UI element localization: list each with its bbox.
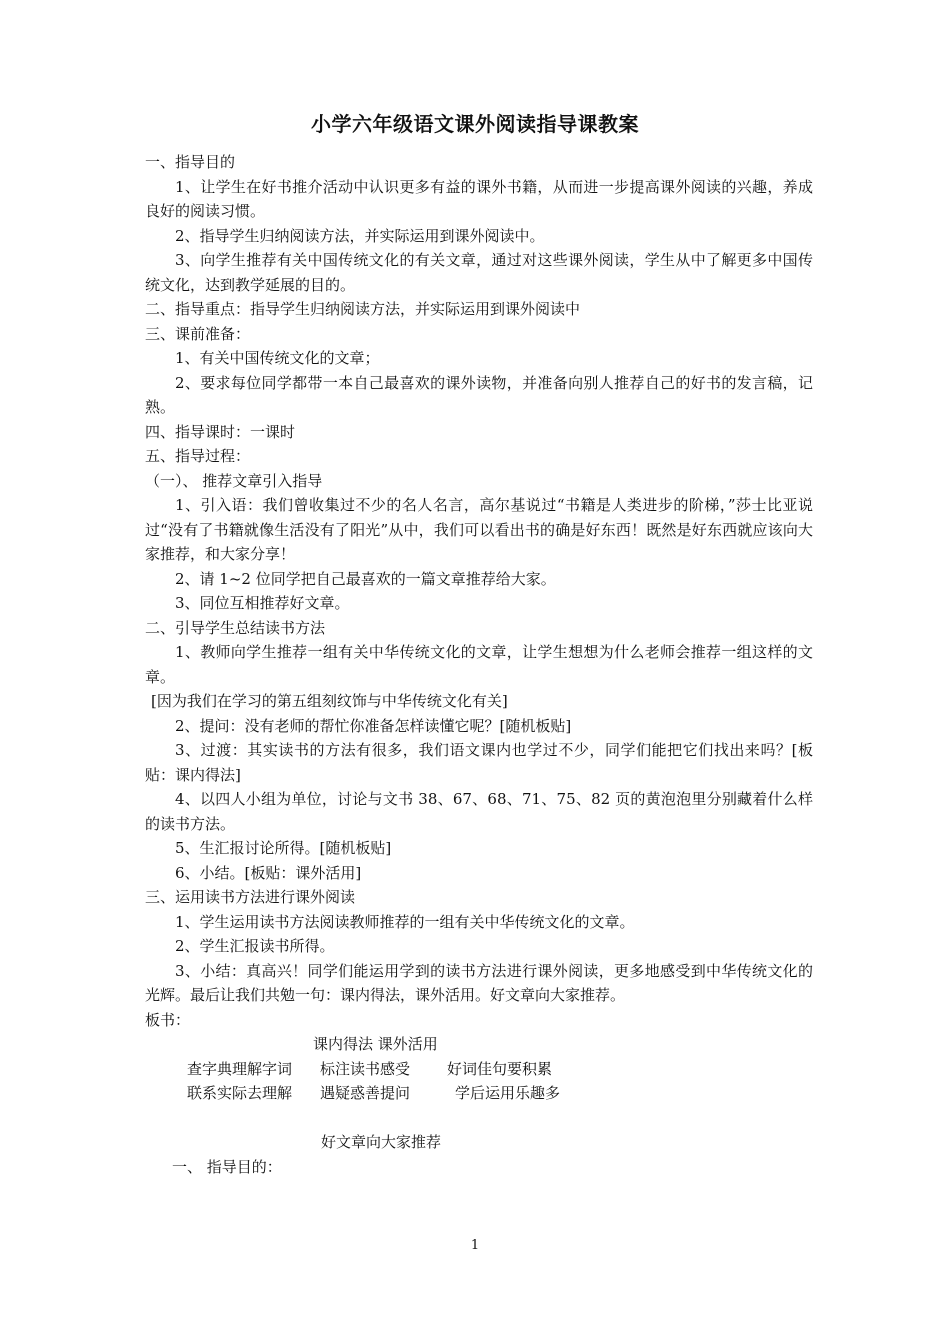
paragraph: 3、过渡：其实读书的方法有很多，我们语文课内也学过不少，同学们能把它们找出来吗？[板贴：课内得法] [145,741,813,784]
paragraph: 2、提问：没有老师的帮忙你准备怎样读懂它呢？[随机板贴] [175,716,572,735]
board-label: 板书： [145,1010,191,1029]
paragraph: 1、教师向学生推荐一组有关中华传统文化的文章，让学生想想为什么老师会推荐一组这样的文章。 [145,643,813,686]
paragraph: 3、同位互相推荐好文章。 [175,594,350,612]
paragraph: 2、学生汇报读书所得。 [175,937,335,955]
subtitle: 好文章向大家推荐 [321,1133,442,1151]
subsection-heading: （一）、 推荐文章引入指导 [145,471,323,490]
paragraph: 6、小结。[板贴：课外活用] [175,863,362,882]
board-item: 学后运用乐趣多 [455,1084,561,1102]
paragraph: 3、小结：真高兴！同学们能运用学到的读书方法进行课外阅读，更多地感受到中华传统文化的光辉。最后让我们共勉一句：课内得法，课外活用。好文章向大家推荐。 [145,961,813,1004]
board-item: 联系实际去理解 [187,1084,293,1102]
board-item: 标注读书感受 [320,1059,411,1078]
board-item: 遇疑惑善提问 [320,1084,411,1102]
board-heading-row [145,1032,813,1057]
paragraph: 2、要求每位同学都带一本自己最喜欢的课外读物，并准备向别人推荐自己的好书的发言稿，记熟。 [145,373,813,416]
paragraph: 1、有关中国传统文化的文章； [175,349,380,367]
paragraph: 4、以四人小组为单位，讨论与文书 38、67、68、71、75、82 页的黄泡泡里分别藏着什么样的读书方法。 [145,790,813,833]
section-heading-methods: 二、引导学生总结读书方法 [145,618,326,637]
section-heading-focus: 二、指导重点：指导学生归纳阅读方法，并实际运用到课外阅读中 [145,300,581,318]
bracket-note: [因为我们在学习的第五组刻纹饰与中华传统文化有关] [151,692,508,710]
paragraph: 1、引入语：我们曾收集过不少的名人名言，高尔基说过“书籍是人类进步的阶梯，”莎士比亚说过“没有了书籍就像生活没有了阳光”从中，我们可以看出书的确是好东西！既然是好东西就应该向大家推荐，和大家分享！ [145,496,813,563]
paragraph: 1、学生运用读书方法阅读教师推荐的一组有关中华传统文化的文章。 [175,912,635,931]
page-number: 1 [470,1238,480,1253]
board-heading: 课内得法 课外活用 [313,1035,438,1053]
paragraph: 3、向学生推荐有关中国传统文化的有关文章，通过对这些课外阅读，学生从中了解更多中国传统文化，达到教学延展的目的。 [145,251,813,294]
paragraph: 2、指导学生归纳阅读方法，并实际运用到课外阅读中。 [175,226,545,245]
subtitle-row [145,1130,813,1155]
board-row [145,1081,813,1106]
board-item: 查字典理解字词 [187,1059,293,1078]
document-title: 小学六年级语文课外阅读指导课教案 [311,112,639,136]
spacer [145,1106,813,1131]
section-heading-objectives: 一、指导目的 [145,153,236,171]
section-heading-process: 五、指导过程： [145,447,251,465]
section-heading-preparation: 三、课前准备： [145,324,251,343]
section-heading-duration: 四、指导课时：一课时 [145,422,296,441]
section-heading-application: 三、运用读书方法进行课外阅读 [145,888,356,906]
document-body [145,150,813,1179]
paragraph: 1、让学生在好书推介活动中认识更多有益的课外书籍，从而进一步提高课外阅读的兴趣，养成良好的阅读习惯。 [145,177,813,220]
board-row [145,1057,813,1082]
paragraph: 2、请 1~2 位同学把自己最喜欢的一篇文章推荐给大家。 [175,569,556,588]
paragraph: 5、生汇报讨论所得。[随机板贴] [175,839,392,857]
section-heading: 一、 指导目的： [172,1157,282,1176]
board-item: 好词佳句要积累 [447,1059,553,1078]
